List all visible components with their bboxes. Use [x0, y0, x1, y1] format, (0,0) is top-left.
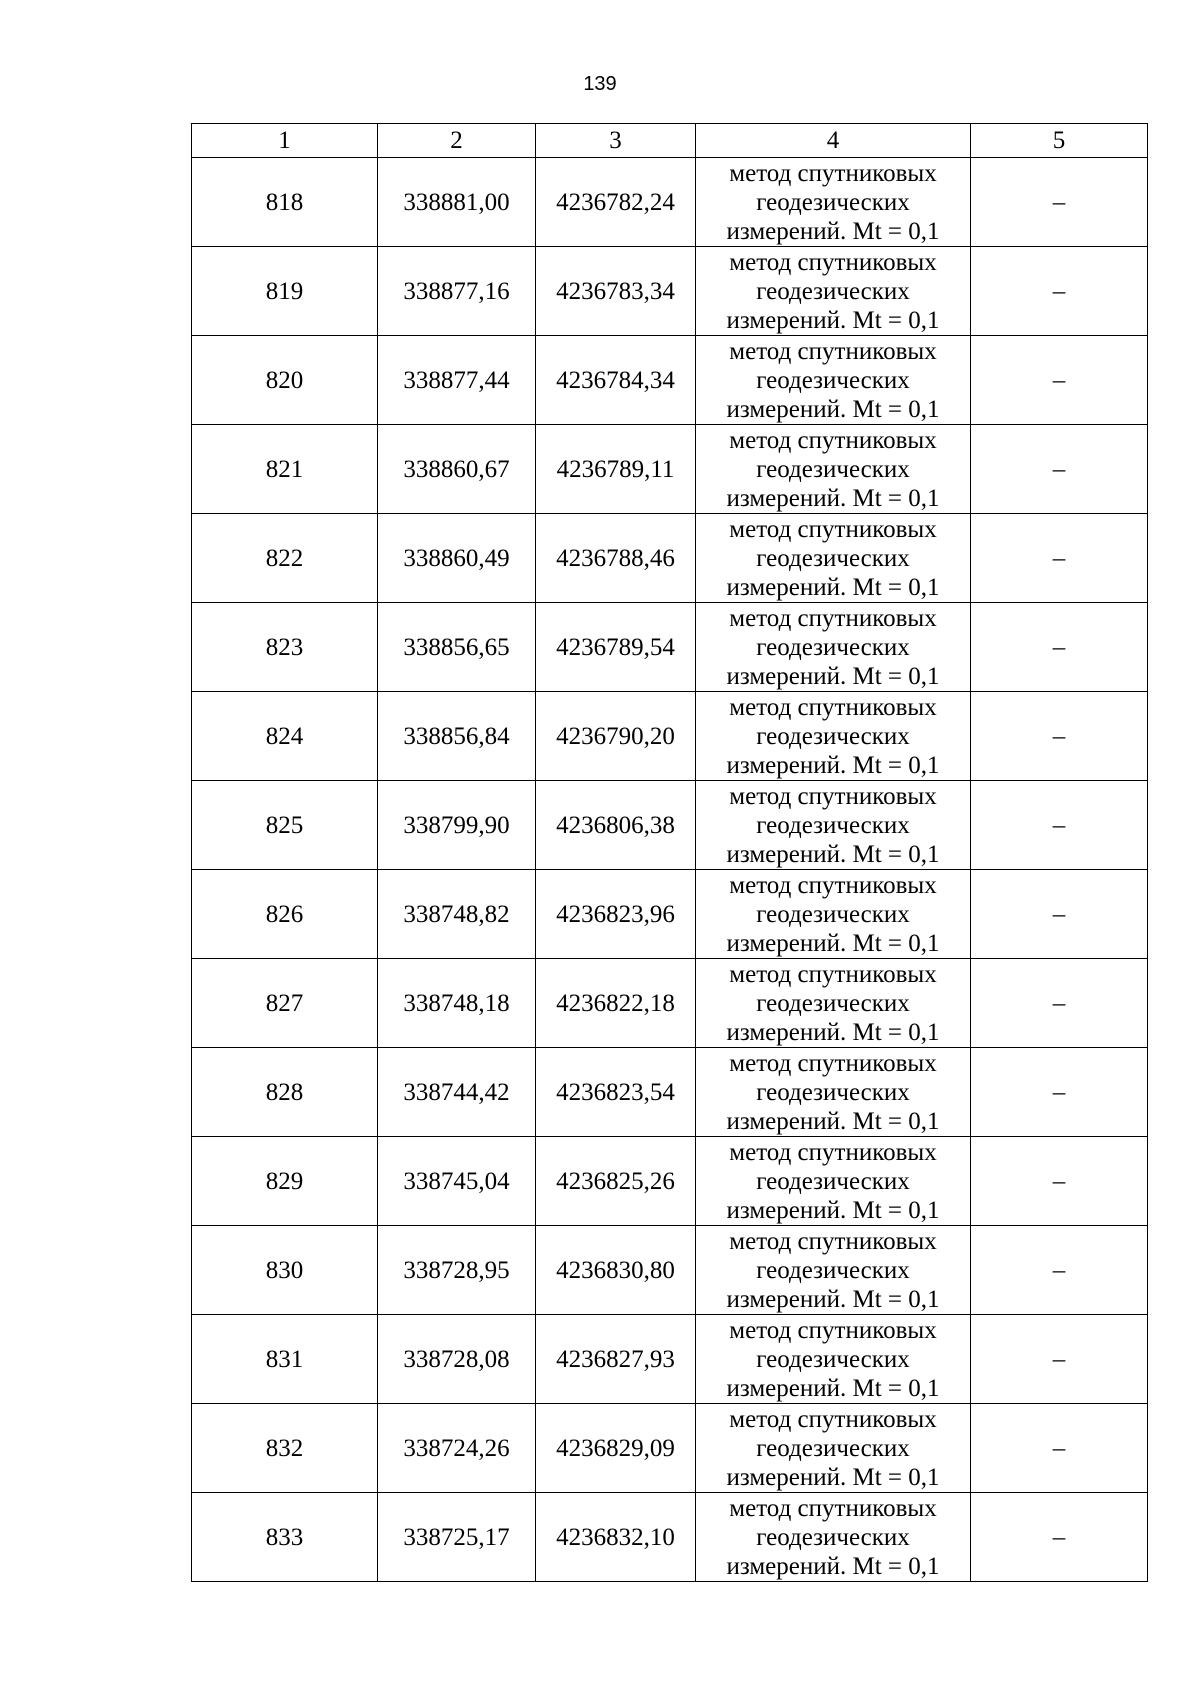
- method-line: метод спутниковых: [729, 1049, 937, 1077]
- table-row: [192, 1137, 1148, 1226]
- table-row: [192, 603, 1148, 692]
- note-cell: –: [971, 514, 1148, 603]
- y-coordinate-cell: 4236829,09: [536, 1404, 696, 1493]
- method-cell: [696, 603, 971, 692]
- method-line: метод спутниковых: [729, 1227, 937, 1255]
- y-coordinate-cell: 4236827,93: [536, 1315, 696, 1404]
- point-number-cell: 830: [192, 1226, 378, 1315]
- method-line: метод спутниковых: [729, 604, 937, 632]
- method-cell: [696, 1315, 971, 1404]
- table-row: [192, 870, 1148, 959]
- table-row: [192, 247, 1148, 336]
- note-cell: –: [971, 247, 1148, 336]
- point-number-cell: 821: [192, 425, 378, 514]
- point-number-cell: 828: [192, 1048, 378, 1137]
- note-cell: –: [971, 1404, 1148, 1493]
- method-line: геодезических: [756, 1523, 910, 1551]
- method-line: метод спутниковых: [729, 960, 937, 988]
- method-line: геодезических: [756, 1345, 910, 1373]
- method-cell: [696, 1048, 971, 1137]
- note-cell: –: [971, 1048, 1148, 1137]
- coordinates-table: [191, 123, 1148, 1582]
- x-coordinate-cell: 338748,82: [378, 870, 536, 959]
- table-row: [192, 1493, 1148, 1582]
- point-number-cell: 826: [192, 870, 378, 959]
- point-number-cell: 825: [192, 781, 378, 870]
- method-line: метод спутниковых: [729, 1494, 937, 1522]
- method-line: геодезических: [756, 366, 910, 394]
- y-coordinate-cell: 4236832,10: [536, 1493, 696, 1582]
- table-row: [192, 158, 1148, 247]
- note-cell: –: [971, 1137, 1148, 1226]
- note-cell: –: [971, 692, 1148, 781]
- method-line: измерений. Mt = 0,1: [726, 840, 940, 868]
- page-number: 139: [583, 73, 617, 95]
- point-number-cell: 822: [192, 514, 378, 603]
- y-coordinate-cell: 4236822,18: [536, 959, 696, 1048]
- method-line: метод спутниковых: [729, 693, 937, 721]
- method-cell: [696, 425, 971, 514]
- table-row: [192, 425, 1148, 514]
- method-line: геодезических: [756, 188, 910, 216]
- x-coordinate-cell: 338728,08: [378, 1315, 536, 1404]
- point-number-cell: 823: [192, 603, 378, 692]
- method-cell: [696, 336, 971, 425]
- method-line: измерений. Mt = 0,1: [726, 751, 940, 779]
- x-coordinate-cell: 338745,04: [378, 1137, 536, 1226]
- method-line: геодезических: [756, 1167, 910, 1195]
- column-header-1: 1: [192, 124, 378, 158]
- x-coordinate-cell: 338860,67: [378, 425, 536, 514]
- note-cell: –: [971, 425, 1148, 514]
- table-row: [192, 1226, 1148, 1315]
- method-line: измерений. Mt = 0,1: [726, 1374, 940, 1402]
- method-cell: [696, 247, 971, 336]
- method-line: метод спутниковых: [729, 337, 937, 365]
- note-cell: –: [971, 781, 1148, 870]
- method-cell: [696, 870, 971, 959]
- method-line: метод спутниковых: [729, 1405, 937, 1433]
- y-coordinate-cell: 4236806,38: [536, 781, 696, 870]
- x-coordinate-cell: 338877,44: [378, 336, 536, 425]
- point-number-cell: 831: [192, 1315, 378, 1404]
- point-number-cell: 827: [192, 959, 378, 1048]
- x-coordinate-cell: 338744,42: [378, 1048, 536, 1137]
- column-header-5: 5: [971, 124, 1148, 158]
- method-line: метод спутниковых: [729, 1316, 937, 1344]
- y-coordinate-cell: 4236789,54: [536, 603, 696, 692]
- table-row: [192, 1048, 1148, 1137]
- method-cell: [696, 1493, 971, 1582]
- point-number-cell: 832: [192, 1404, 378, 1493]
- y-coordinate-cell: 4236823,54: [536, 1048, 696, 1137]
- method-line: геодезических: [756, 989, 910, 1017]
- table-row: [192, 1315, 1148, 1404]
- method-cell: [696, 514, 971, 603]
- method-line: геодезических: [756, 633, 910, 661]
- method-line: геодезических: [756, 1078, 910, 1106]
- y-coordinate-cell: 4236783,34: [536, 247, 696, 336]
- y-coordinate-cell: 4236784,34: [536, 336, 696, 425]
- y-coordinate-cell: 4236823,96: [536, 870, 696, 959]
- column-header-3: 3: [536, 124, 696, 158]
- method-line: геодезических: [756, 455, 910, 483]
- note-cell: –: [971, 959, 1148, 1048]
- note-cell: –: [971, 1226, 1148, 1315]
- method-line: метод спутниковых: [729, 1138, 937, 1166]
- note-cell: –: [971, 336, 1148, 425]
- note-cell: –: [971, 1493, 1148, 1582]
- x-coordinate-cell: 338877,16: [378, 247, 536, 336]
- method-line: геодезических: [756, 1256, 910, 1284]
- point-number-cell: 824: [192, 692, 378, 781]
- method-line: метод спутниковых: [729, 515, 937, 543]
- method-line: измерений. Mt = 0,1: [726, 1552, 940, 1580]
- table-row: [192, 692, 1148, 781]
- method-line: измерений. Mt = 0,1: [726, 306, 940, 334]
- method-line: измерений. Mt = 0,1: [726, 1018, 940, 1046]
- method-line: измерений. Mt = 0,1: [726, 217, 940, 245]
- method-line: измерений. Mt = 0,1: [726, 929, 940, 957]
- method-line: измерений. Mt = 0,1: [726, 484, 940, 512]
- x-coordinate-cell: 338881,00: [378, 158, 536, 247]
- y-coordinate-cell: 4236830,80: [536, 1226, 696, 1315]
- column-header-4: 4: [696, 124, 971, 158]
- note-cell: –: [971, 603, 1148, 692]
- method-line: геодезических: [756, 1434, 910, 1462]
- method-line: измерений. Mt = 0,1: [726, 395, 940, 423]
- y-coordinate-cell: 4236825,26: [536, 1137, 696, 1226]
- method-cell: [696, 959, 971, 1048]
- method-cell: [696, 1137, 971, 1226]
- method-line: геодезических: [756, 900, 910, 928]
- table-row: [192, 336, 1148, 425]
- y-coordinate-cell: 4236782,24: [536, 158, 696, 247]
- method-cell: [696, 781, 971, 870]
- table-row: [192, 1404, 1148, 1493]
- note-cell: –: [971, 158, 1148, 247]
- table-row: [192, 781, 1148, 870]
- x-coordinate-cell: 338725,17: [378, 1493, 536, 1582]
- x-coordinate-cell: 338728,95: [378, 1226, 536, 1315]
- method-line: метод спутниковых: [729, 782, 937, 810]
- point-number-cell: 819: [192, 247, 378, 336]
- header-row: [192, 124, 1148, 158]
- point-number-cell: 833: [192, 1493, 378, 1582]
- x-coordinate-cell: 338724,26: [378, 1404, 536, 1493]
- y-coordinate-cell: 4236790,20: [536, 692, 696, 781]
- column-header-2: 2: [378, 124, 536, 158]
- x-coordinate-cell: 338799,90: [378, 781, 536, 870]
- method-line: метод спутниковых: [729, 426, 937, 454]
- method-line: измерений. Mt = 0,1: [726, 662, 940, 690]
- x-coordinate-cell: 338856,65: [378, 603, 536, 692]
- y-coordinate-cell: 4236788,46: [536, 514, 696, 603]
- method-line: измерений. Mt = 0,1: [726, 573, 940, 601]
- method-line: измерений. Mt = 0,1: [726, 1463, 940, 1491]
- method-line: метод спутниковых: [729, 159, 937, 187]
- table-row: [192, 514, 1148, 603]
- x-coordinate-cell: 338860,49: [378, 514, 536, 603]
- method-line: геодезических: [756, 722, 910, 750]
- method-line: геодезических: [756, 544, 910, 572]
- method-line: измерений. Mt = 0,1: [726, 1285, 940, 1313]
- method-line: измерений. Mt = 0,1: [726, 1196, 940, 1224]
- x-coordinate-cell: 338856,84: [378, 692, 536, 781]
- method-line: измерений. Mt = 0,1: [726, 1107, 940, 1135]
- method-cell: [696, 1226, 971, 1315]
- method-line: метод спутниковых: [729, 871, 937, 899]
- method-cell: [696, 692, 971, 781]
- method-cell: [696, 1404, 971, 1493]
- note-cell: –: [971, 870, 1148, 959]
- method-cell: [696, 158, 971, 247]
- x-coordinate-cell: 338748,18: [378, 959, 536, 1048]
- point-number-cell: 818: [192, 158, 378, 247]
- method-line: геодезических: [756, 811, 910, 839]
- y-coordinate-cell: 4236789,11: [536, 425, 696, 514]
- table-body: [192, 158, 1148, 1582]
- point-number-cell: 829: [192, 1137, 378, 1226]
- table-header: [192, 124, 1148, 158]
- note-cell: –: [971, 1315, 1148, 1404]
- method-line: метод спутниковых: [729, 248, 937, 276]
- table-row: [192, 959, 1148, 1048]
- method-line: геодезических: [756, 277, 910, 305]
- point-number-cell: 820: [192, 336, 378, 425]
